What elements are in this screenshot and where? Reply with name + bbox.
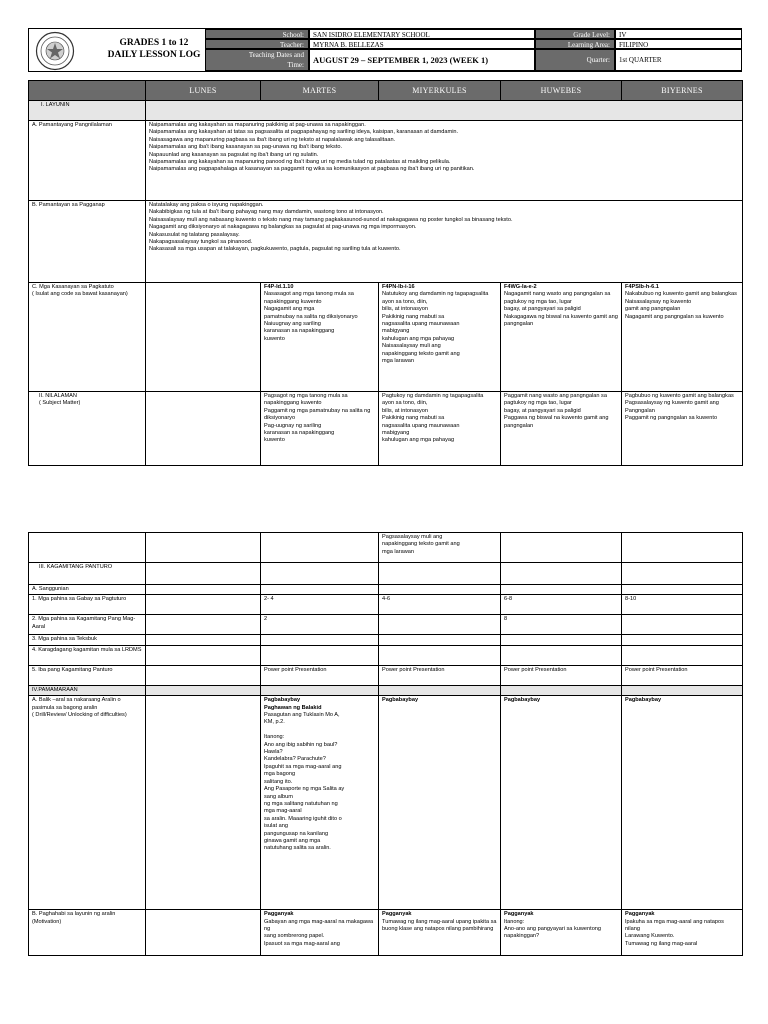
pagganap-label: B. Pamantayan sa Pagganap [29,201,146,283]
iba-pang-kagamitan-row [29,665,743,685]
karagdagang-row [29,645,743,665]
grade-level-value: IV [615,29,742,39]
layunin-row [29,101,743,121]
paghahabi-martes [261,910,379,956]
school-label: School: [205,29,309,39]
nilalaman-miyerkules: Pagtukoy ng damdamin ng tagapagsalita ayon sa tono, diin, bilis, at intonasyon Pakikinig nang mabuti sa nagsasalita upang maunawaan mabigyang kahulugan ang mga pahayag [379,392,501,466]
learning-area-label: Learning Area: [535,39,615,49]
pamantayang-content: Naipamamalas ang kakayahan sa mapanuring pakikinig at pag-unawa sa napakinggan. Naipamamalas ang kakayahan at tatas sa pagsasalita at pagpapahayag ng sariling ideya, kaisipan, karanasan at damdamin. Naisasagawa ang mapanuring pagbasa sa iba't ibang uri ng teksto at napalalawak ang talasalitaan. Naipamamalas ang iba't ibang kasanayan sa pag-unawa ng iba't ibang teksto. Napauunlad ang kasanayan sa pagsulat ng iba't ibang uri ng sulatin. Naipamamalas ang kakayahan sa mapanuring panood ng iba't ibang uri ng media tulad ng patalastas at maikling pelikula. Naipamamalas ang pagpapahalaga at kasanayan sa paggamit ng wika sa komunikasyon at pagbasa ng iba't ibang uri ng panitikan. [146,121,743,201]
quarter-value: 1st QUARTER [615,49,742,71]
pagganap-content: Natatalakay ang paksa o isyung napakinggan. Nakabibigkas ng tula at iba't ibang pahayag nang may damdamin, wastong tono at intonasyon. Naisasalaysay muli ang nabasang kuwento o teksto nang may tamang pagkakasunod-sunod at nakagagawa ng poster tungkol sa binasang teksto. Nagagamit ang diksiyonaryo at nakagagawa ng balangkas sa pagsulat at pag-unawa ng mga impormasyon. Nakasusulat ng talatang pasalaysay. Nakapagsasalaysay tungkol sa pinanood. Nakasasali sa mga usapan at talakayan, pagkukuwento, pagtula, pagsulat ng sariling tula at kuwento. [146,201,743,283]
dates-value: AUGUST 29 – SEPTEMBER 1, 2023 (WEEK 1) [309,49,535,71]
iba-miyerkules: Power point Presentation [379,665,501,685]
teacher-label: Teacher: [205,39,309,49]
pamantayang-row [29,121,743,201]
balik-aral-miyerkules [379,696,501,910]
pamantayang-label: A. Pamantayang Pangnilalaman [29,121,146,201]
teacher-value: MYRNA B. BELLEZAS [309,39,535,49]
competency-code: F4PSIb-h-6.1 [625,284,659,290]
kagamitan-pahina-label: 2. Mga pahina sa Kagamitang Pang Mag-Aaral [29,615,146,635]
dates-label: Teaching Dates and Time: [205,49,309,71]
day-header-biyernes: BIYERNES [622,81,743,101]
day-header-miyerkules: MIYERKULES [379,81,501,101]
lesson-table-page-2 [28,532,743,956]
karagdagang-label: 4. Karagdagang kagamitan mula sa LRDMS [29,645,146,665]
kasanayan-miyerkules [379,283,501,392]
lesson-log-header [28,28,742,72]
grade-level-label: Grade Level: [535,29,615,39]
pamamaraan-label: IV.PAMAMARAAN [29,685,146,695]
activity-heading: Pagbabaybay [625,697,662,704]
kagamitan-pahina-row [29,615,743,635]
competency-code: F4WG-Ia-e-2 [504,284,537,290]
learning-area-value: FILIPINO [615,39,742,49]
gabay-label: 1. Mga pahina sa Gabay sa Pagtuturo [29,595,146,615]
paghahabi-biyernes [622,910,743,956]
gabay-miyerkules: 4-6 [379,595,501,615]
balik-aral-label: A. Balik –aral sa nakaraang Aralin o pasimula sa bagong aralin ( Drill/Review/ Unlocking of difficulties) [29,696,146,910]
competency-text: Natutukoy ang damdamin ng tagapagsalita ayon sa tono, diin, bilis, at intonasyon Pakikinig nang mabuti sa nagsasalita upang maunawaan mabigyang kahulugan ang mga pahayag Naisasalaysay muli ang napakinggang teksto gamit ang mga larawan [382,291,489,365]
nilalaman-huwebes: Paggamit nang wasto ang pangngalan sa pagtukoy ng mga tao, lugar bagay, at pangyayari sa paligid Paggawa ng biswal na kuwento gamit ang pangngalan [501,392,622,466]
balik-aral-biyernes [622,696,743,910]
competency-code: F4P-Id.1.10 [264,284,294,290]
sanggunian-label: A. Sanggunian [29,585,146,595]
day-header-lunes: LUNES [146,81,261,101]
lesson-table-page-1 [28,80,743,466]
pagganap-row [29,201,743,283]
layunin-label: I. LAYUNIN [29,101,146,121]
competency-text: Nasasagot ang mga tanong mula sa napakinggang kuwento Nagagamit ang mga pamatnubay na salita ng diksiyonaryo Naiuugnay ang sariling karanasan sa napakinggang kuwento [264,291,358,342]
balik-aral-huwebes [501,696,622,910]
title-line-2: DAILY LESSON LOG [107,50,201,60]
nilalaman-label: II. NILALAMAN ( Subject Matter) [29,392,146,466]
paghahabi-huwebes [501,910,622,956]
iba-pang-kagamitan-label: 5. Iba pang Kagamitang Panturo [29,665,146,685]
continued-row [29,533,743,563]
kagamitan-pahina-biyernes [622,615,743,635]
kagamitan-pahina-huwebes: 8 [501,615,622,635]
pamamaraan-row [29,685,743,695]
kagamitan-pahina-martes: 2 [261,615,379,635]
paghahabi-label: B. Paghahabi sa layunin ng aralin (Motivation) [29,910,146,956]
competency-text: Nakabubuo ng kuwento gamit ang balangkas Naisasalaysay ng kuwento gamit ang pangngalan Nagagamit ang pangngalan sa kuwento [625,291,737,320]
kasanayan-row [29,283,743,392]
iba-huwebes: Power point Presentation [501,665,622,685]
iba-martes: Power point Presentation [261,665,379,685]
activity-heading: Pagbabaybay [504,697,541,704]
nilalaman-biyernes: Pagbubuo ng kuwento gamit ang balangkas Pagsasalaysay ng kuwento gamit ang Pangngalan Paggamit ng pangngalan sa kuwento [622,392,743,466]
kagamitan-row [29,563,743,585]
teksbuk-label: 3. Mga pahina sa Teksbuk [29,635,146,645]
paghahabi-miyerkules [379,910,501,956]
gabay-huwebes: 6-8 [501,595,622,615]
blank-header-cell [29,81,146,101]
kagamitan-label: III. KAGAMITANG PANTURO [29,563,146,585]
title-line-1: GRADES 1 to 12 [119,38,189,48]
competency-code: F4PN-Ib-i-16 [382,284,415,290]
activity-heading: Pagganyak [264,911,294,918]
activity-heading: Pagganyak [382,911,412,918]
activity-text: Ipakuha sa mga mag-aaral ang natapos nilang Larawang Kuwento. Tumawag ng ilang mag-aaral [625,918,724,947]
activity-subheading: Paghawan ng Balakid [264,704,322,711]
activity-heading: Pagganyak [504,911,534,918]
kasanayan-martes [261,283,379,392]
activity-heading: Pagganyak [625,911,655,918]
nilalaman-martes: Pagsagot ng mga tanong mula sa napakinggang kuwento Paggamit ng mga pamatnubay na salita ng diksiyonaryo Pag-uugnay ng sariling karanasan sa napakinggang kuwento [261,392,379,466]
day-header-row [29,81,743,101]
day-header-huwebes: HUWEBES [501,81,622,101]
gabay-row [29,595,743,615]
gabay-martes: 2- 4 [261,595,379,615]
kagamitan-pahina-miyerkules [379,615,501,635]
paghahabi-row [29,910,743,956]
gabay-biyernes: 8-10 [622,595,743,615]
activity-heading: Pagbabaybay [382,697,419,704]
activity-text: Tumawag ng ilang mag-aaral upang ipakita sa buong klase ang natapos nilang pambihirang [382,918,497,933]
activity-text: Gabayan ang mga mag-aaral na makagawa ng sang sombrerong papel. Ipasuot sa mga mag-aaral ang [264,918,374,947]
kasanayan-huwebes [501,283,622,392]
competency-text: Nagagamit nang wasto ang pangngalan sa pagtukoy ng mga tao, lugar bagay, at pangyayari sa paligid Nakagagawa ng biswal na kuwento gamit ang pangngalan [504,291,618,328]
teksbuk-row [29,635,743,645]
nilalaman-row [29,392,743,466]
activity-heading: Pagbabaybay [264,697,301,704]
deped-seal-logo [35,31,75,71]
kasanayan-biyernes [622,283,743,392]
school-value: SAN ISIDRO ELEMENTARY SCHOOL [309,29,535,39]
continued-miyerkules: Pagsasalaysay muli ang napakinggang teksto gamit ang mga larawan [379,533,501,563]
quarter-label: Quarter: [535,49,615,71]
activity-text: Pasagutan ang Tuklasin Mo A, KM, p.2. Itanong: Ano ang ibig sabihin ng baul? Hawla? Kandelabra? Parachute? Ipaguhit sa mga mag-aaral ang mga bagong salitang ito. Ang Pasaporte ng mga Salita ay sang album ng mga salitang natutuhan ng mga mag-aaral sa aralin. Maaaring iguhit dito o isulat ang pangungusap na kanilang ginawa gamit ang mga natutuhang salita sa aralin. [264,712,345,852]
day-header-martes: MARTES [261,81,379,101]
kasanayan-label: C. Mga Kasanayan sa Pagkatuto ( Isulat ang code sa bawat kasanayan) [29,283,146,392]
balik-aral-martes [261,696,379,910]
sanggunian-row [29,585,743,595]
iba-biyernes: Power point Presentation [622,665,743,685]
activity-text: Itanong: Ano-ano ang pangyayari sa kuwentong napakinggan? [504,918,602,940]
balik-aral-row [29,696,743,910]
